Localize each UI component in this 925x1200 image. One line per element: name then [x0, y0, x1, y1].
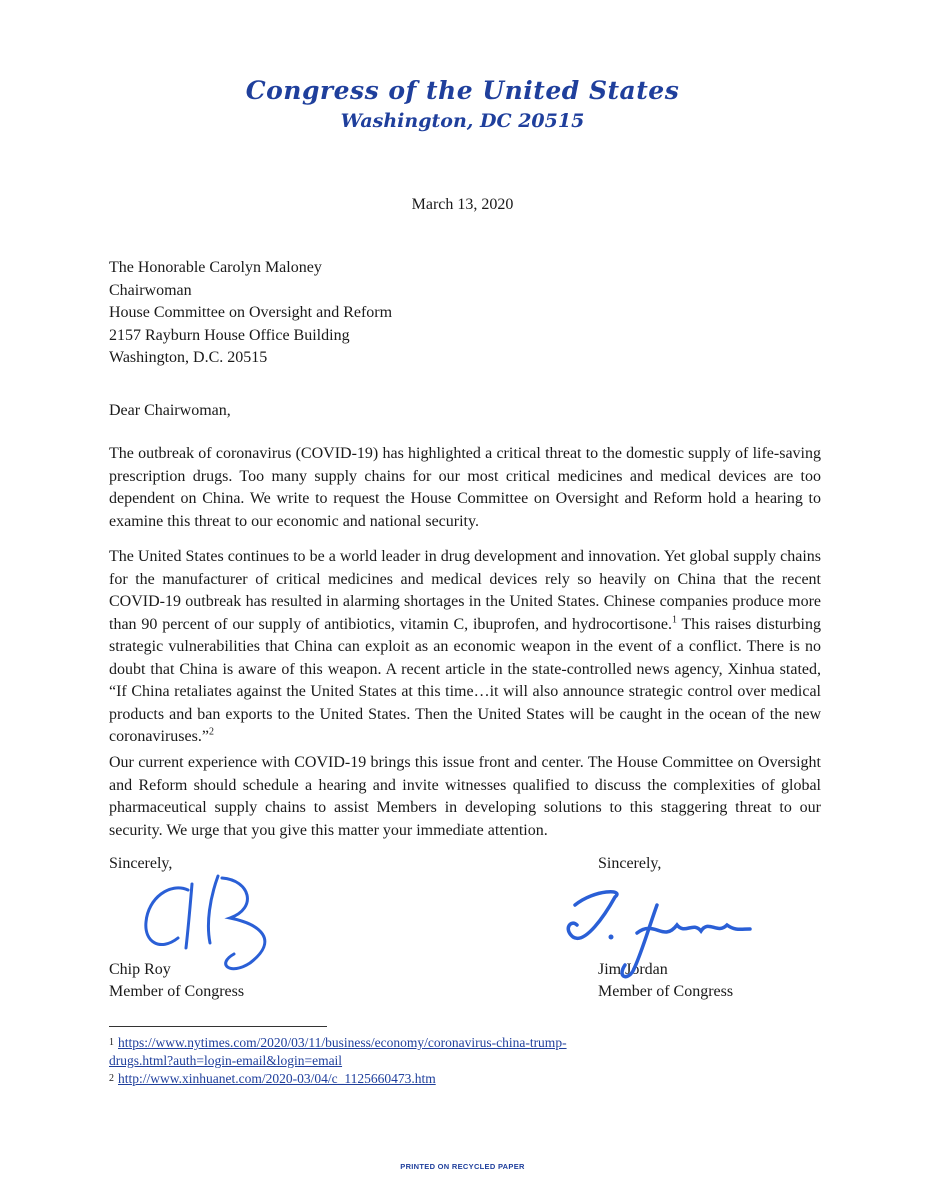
- footnote-2-link[interactable]: http://www.xinhuanet.com/2020-03/04/c_1125660473.htm: [118, 1071, 436, 1086]
- footnote-ref-2: 2: [208, 726, 214, 738]
- signer-name-right: Jim Jordan: [598, 961, 668, 978]
- closing-right: Sincerely,: [598, 855, 662, 872]
- footnote-1-link-line1[interactable]: https://www.nytimes.com/2020/03/11/business/economy/coronavirus-china-trump-: [118, 1035, 567, 1050]
- paragraph-2: [109, 546, 821, 749]
- footnote-divider: [109, 1026, 327, 1027]
- recipient-address: [109, 257, 392, 370]
- recipient-line: House Committee on Oversight and Reform: [109, 304, 393, 321]
- footnotes: [109, 1034, 567, 1088]
- paragraph-2-part-a: The United States continues to be a world leader in drug development and innovation. Yet global supply chains for the manufacturer of critical medicines and medical devices rely so heavily on China that the recent COVID-19 outbreak has resulted in alarming shortages in the United States. Chinese companies produce more than 90 percent of our supply of antibiotics, vitamin C, ibuprofen, and hydrocortisone.: [109, 548, 821, 633]
- signer-title-left: Member of Congress: [109, 983, 245, 1000]
- letter-date: March 13, 2020: [411, 196, 514, 213]
- closing-left: Sincerely,: [109, 855, 173, 872]
- recipient-line: The Honorable Carolyn Maloney: [109, 259, 322, 276]
- recycled-paper-notice: PRINTED ON RECYCLED PAPER: [400, 1162, 525, 1171]
- footnote-1-number: 1: [109, 1037, 114, 1048]
- recipient-line: Chairwoman: [109, 281, 192, 299]
- footnote-2-number: 2: [109, 1073, 114, 1084]
- signature-chip-roy-image: [130, 868, 290, 973]
- letterhead-subtitle: Washington, DC 20515: [340, 110, 585, 132]
- footnote-2: [109, 1070, 567, 1088]
- footnote-ref-1: 1: [671, 614, 677, 626]
- signature-jim-jordan-image: [545, 875, 755, 985]
- paragraph-3: Our current experience with COVID-19 brings this issue front and center. The House Committee on Oversight and Reform should schedule a hearing and invite witnesses qualified to discuss the complexities of global pharmaceutical supply chains to assist Members in developing solutions to this staggering threat to our security. We urge that you give this matter your immediate attention.: [109, 754, 821, 839]
- letterhead-title: Congress of the United States: [245, 76, 680, 105]
- signer-name-left: Chip Roy: [109, 961, 171, 978]
- footnote-1-link-line2[interactable]: drugs.html?auth=login-email&login=email: [109, 1053, 343, 1068]
- salutation: Dear Chairwoman,: [109, 402, 231, 419]
- signer-title-right: Member of Congress: [598, 983, 734, 1000]
- recipient-line: Washington, D.C. 20515: [109, 349, 268, 366]
- footnote-1: [109, 1034, 567, 1052]
- footnote-1-cont: [109, 1052, 567, 1070]
- paragraph-2-part-b: This raises disturbing strategic vulnerabilities that China can exploit as an economic weapon in the event of a conflict. There is no doubt that China is aware of this weapon. A recent article in the state-controlled news agency, Xinhua stated, “If China retaliates against the United States at this time…it will also announce strategic control over medical products and ban exports to the United States. Then the United States will be caught in the ocean of the new coronaviruses.”: [109, 615, 821, 745]
- paragraph-1: The outbreak of coronavirus (COVID-19) has highlighted a critical threat to the domestic supply of life-saving prescription drugs. Too many supply chains for our most critical medicines and medical devices are too dependent on China. We write to request the House Committee on Oversight and Reform hold a hearing to examine this threat to our economic and national security.: [109, 445, 821, 530]
- recipient-line: 2157 Rayburn House Office Building: [109, 326, 350, 344]
